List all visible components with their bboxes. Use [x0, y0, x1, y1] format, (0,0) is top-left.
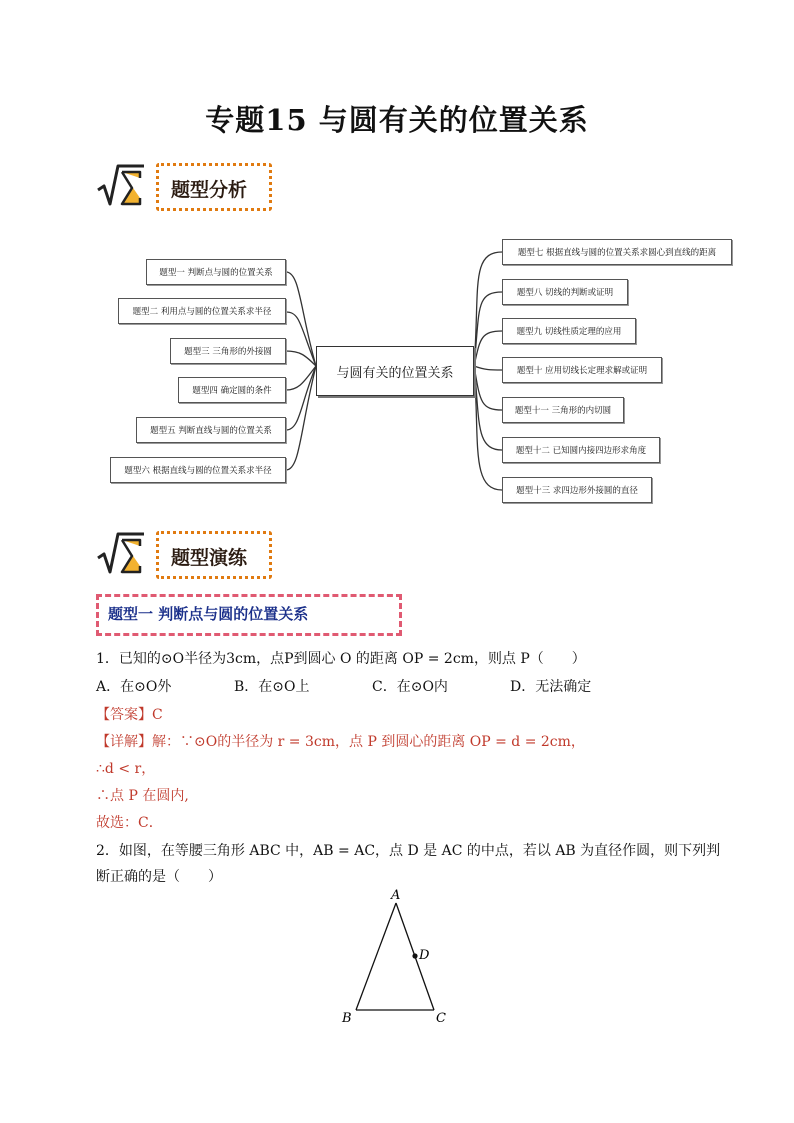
side-ab — [356, 903, 396, 1010]
mindmap-node-right: 题型十二 已知圆内接四边形求角度 — [502, 437, 660, 463]
page-title: 专题15 与圆有关的位置关系 — [205, 103, 589, 137]
answer-line — [96, 704, 163, 724]
answer-tag: 【答案】 — [96, 707, 152, 723]
mindmap-node-left: 题型四 确定圆的条件 — [178, 377, 286, 403]
mindmap-node-right: 题型十一 三角形的内切圆 — [502, 397, 624, 423]
mindmap-node-left: 题型二 利用点与圆的位置关系求半径 — [118, 298, 286, 324]
option-a: A．在⊙O外 — [96, 679, 172, 695]
label-c: C — [436, 1011, 446, 1026]
detail-text: 解：∵⊙O的半径为 r = 3cm，点 P 到圆心的距离 OP = d = 2cm， — [152, 734, 585, 750]
sqrt-sigma-icon — [96, 160, 148, 212]
mindmap-node-left: 题型六 根据直线与圆的位置关系求半径 — [110, 457, 286, 483]
question-1-stem: 1．已知的⊙O半径为3cm，点P到圆心 O 的距离 OP = 2cm，则点 P（ ） — [96, 651, 586, 667]
mindmap-node-left: 题型五 判断直线与圆的位置关系 — [136, 417, 286, 443]
answer-value: C — [152, 707, 163, 723]
question-1-options — [96, 676, 696, 696]
option-c: C．在⊙O内 — [372, 679, 448, 695]
detail-line-4: 故选：C． — [96, 815, 163, 831]
mindmap-node-right: 题型九 切线性质定理的应用 — [502, 318, 636, 344]
triangle-figure — [330, 885, 460, 1030]
sqrt-sigma-icon — [96, 528, 148, 580]
label-d: D — [419, 948, 430, 963]
mindmap-node-right: 题型十 应用切线长定理求解或证明 — [502, 357, 662, 383]
type-heading: 题型一 判断点与圆的位置关系 — [108, 605, 309, 623]
question-2-stem-line-1: 2．如图，在等腰三角形 ABC 中，AB = AC，点 D 是 AC 的中点，若以 AB 为直径作圆，则下列判 — [96, 843, 721, 859]
question-2-stem-line-2: 断正确的是（ ） — [96, 869, 222, 885]
mindmap-node-right: 题型七 根据直线与圆的位置关系求圆心到直线的距离 — [502, 239, 732, 265]
mindmap-node-left: 题型三 三角形的外接圆 — [170, 338, 286, 364]
label-b: B — [342, 1011, 352, 1026]
label-a: A — [391, 888, 401, 903]
mindmap-center-node: 与圆有关的位置关系 — [316, 346, 474, 396]
section-analysis-label: 题型分析 — [156, 163, 272, 211]
detail-line-2: ∴d < r， — [96, 761, 156, 777]
mindmap-node-left: 题型一 判断点与圆的位置关系 — [146, 259, 286, 285]
section-practice-label: 题型演练 — [156, 531, 272, 579]
detail-line-3: ∴点 P 在圆内, — [96, 788, 189, 804]
point-d — [412, 953, 417, 958]
detail-tag: 【详解】 — [96, 734, 152, 750]
option-d: D．无法确定 — [510, 679, 592, 695]
detail-line-1 — [96, 731, 585, 751]
mindmap-node-right: 题型八 切线的判断或证明 — [502, 279, 628, 305]
option-b: B．在⊙O上 — [234, 679, 310, 695]
mindmap-node-right: 题型十三 求四边形外接圆的直径 — [502, 477, 652, 503]
